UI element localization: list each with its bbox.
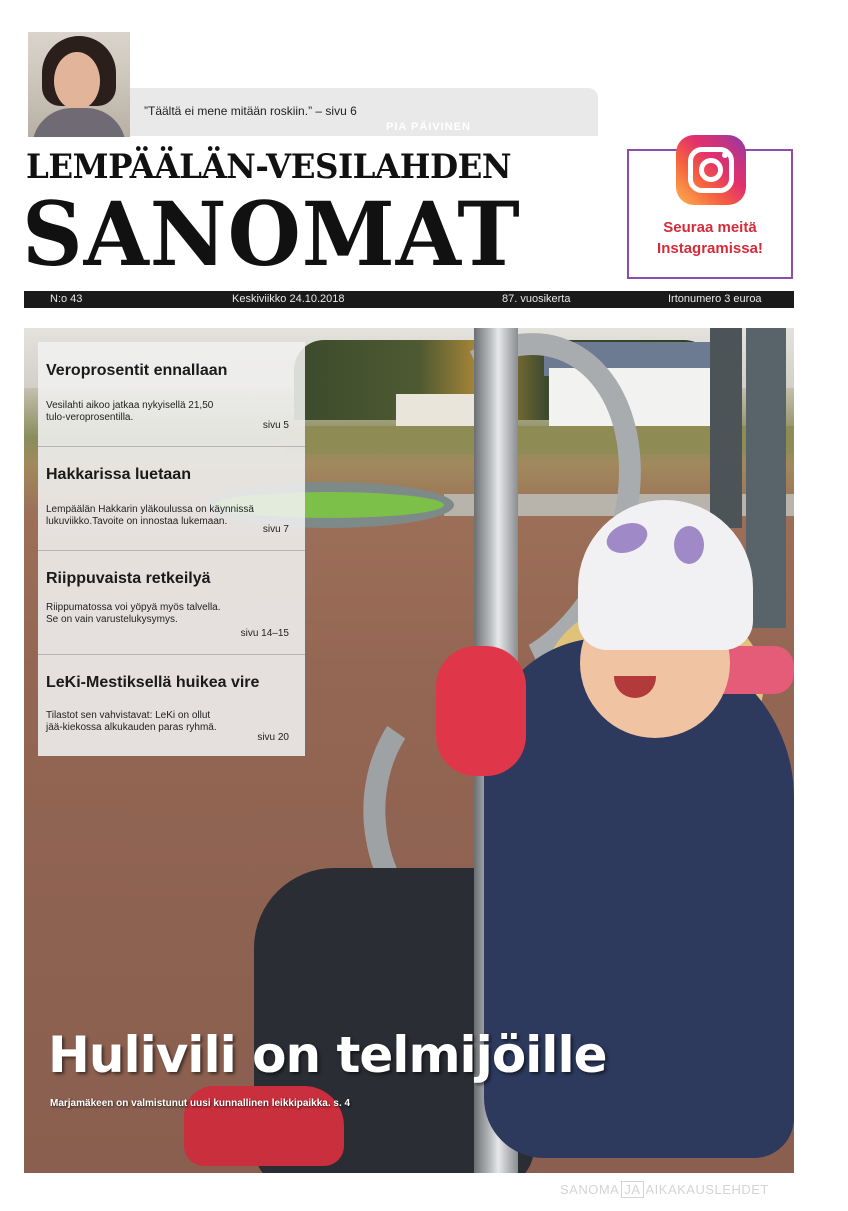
story-sidebar <box>38 342 305 756</box>
story-body <box>46 400 266 424</box>
issue-date: Keskiviikko 24.10.2018 <box>232 293 345 305</box>
instagram-promo[interactable] <box>627 149 793 279</box>
story-body-line: Lempäälän Hakkarin yläkoulussa on käynnissä <box>46 504 254 515</box>
instagram-icon-dot <box>722 152 728 158</box>
story-title: LeKi-Mestiksellä huikea vire <box>46 674 260 691</box>
story-body-line: Se on vain varustelukysymys. <box>46 614 178 625</box>
cover-headline[interactable]: Hulivili on telmijöille <box>48 1026 607 1084</box>
photo-girl-mitten <box>436 646 526 776</box>
watermark-middle: JA <box>621 1181 643 1198</box>
teaser-quote[interactable]: ”Täältä ei mene mitään roskiin.” – sivu 6 <box>144 104 357 118</box>
story-divider <box>38 550 305 551</box>
story-body-line: Tilastot sen vahvistavat: LeKi on ollut <box>46 710 211 721</box>
publisher-watermark <box>560 1181 769 1198</box>
photo-credit: PIA PÄIVINEN <box>386 121 471 133</box>
cover-subheadline: Marjamäkeen on valmistunut uusi kunnallinen leikkipaikka. s. 4 <box>50 1098 351 1109</box>
story-page: sivu 20 <box>257 732 289 743</box>
story-page: sivu 5 <box>262 420 289 431</box>
story-body <box>46 710 266 734</box>
teaser-photo-shoulders <box>32 108 126 137</box>
instagram-icon <box>676 135 746 205</box>
teaser-photo <box>28 32 130 137</box>
story-body-line: lukuviikko.Tavoite on innostaa lukemaan. <box>46 516 228 527</box>
issue-number: N:o 43 <box>50 293 83 305</box>
instagram-promo-line2: Instagramissa! <box>657 240 763 257</box>
instagram-promo-text <box>629 217 791 259</box>
photo-hat-ear <box>674 526 704 564</box>
story-body-line: Riippumatossa voi yöpyä myös talvella. <box>46 602 221 613</box>
story-title: Veroprosentit ennallaan <box>46 362 228 379</box>
story-title: Riippuvaista retkeilyä <box>46 570 211 587</box>
issue-volume: 87. vuosikerta <box>502 293 571 305</box>
instagram-promo-line1: Seuraa meitä <box>663 219 757 236</box>
instagram-icon-lens <box>699 158 723 182</box>
story-title: Hakkarissa luetaan <box>46 466 191 483</box>
issue-price: Irtonumero 3 euroa <box>668 293 762 305</box>
masthead-title: SANOMAT <box>22 182 521 286</box>
story-body-line: Vesilahti aikoo jatkaa nykyisellä 21,50 <box>46 400 214 411</box>
watermark-left: SANOMA <box>560 1182 620 1197</box>
story-divider <box>38 654 305 655</box>
watermark-right: AIKAKAUSLEHDET <box>645 1182 769 1197</box>
story-page: sivu 14–15 <box>240 628 289 639</box>
story-body-line: jää-kiekossa alkukauden paras ryhmä. <box>46 722 217 733</box>
teaser-photo-face <box>54 52 100 110</box>
story-body <box>46 602 266 626</box>
masthead-line1: LEMPÄÄLÄN-VESILAHDEN <box>26 147 512 187</box>
story-body-line: tulo-veroprosentilla. <box>46 412 134 423</box>
story-body <box>46 504 266 528</box>
issue-bar <box>24 291 794 308</box>
story-page: sivu 7 <box>262 524 289 535</box>
photo-pole <box>710 328 742 528</box>
story-divider <box>38 446 305 447</box>
